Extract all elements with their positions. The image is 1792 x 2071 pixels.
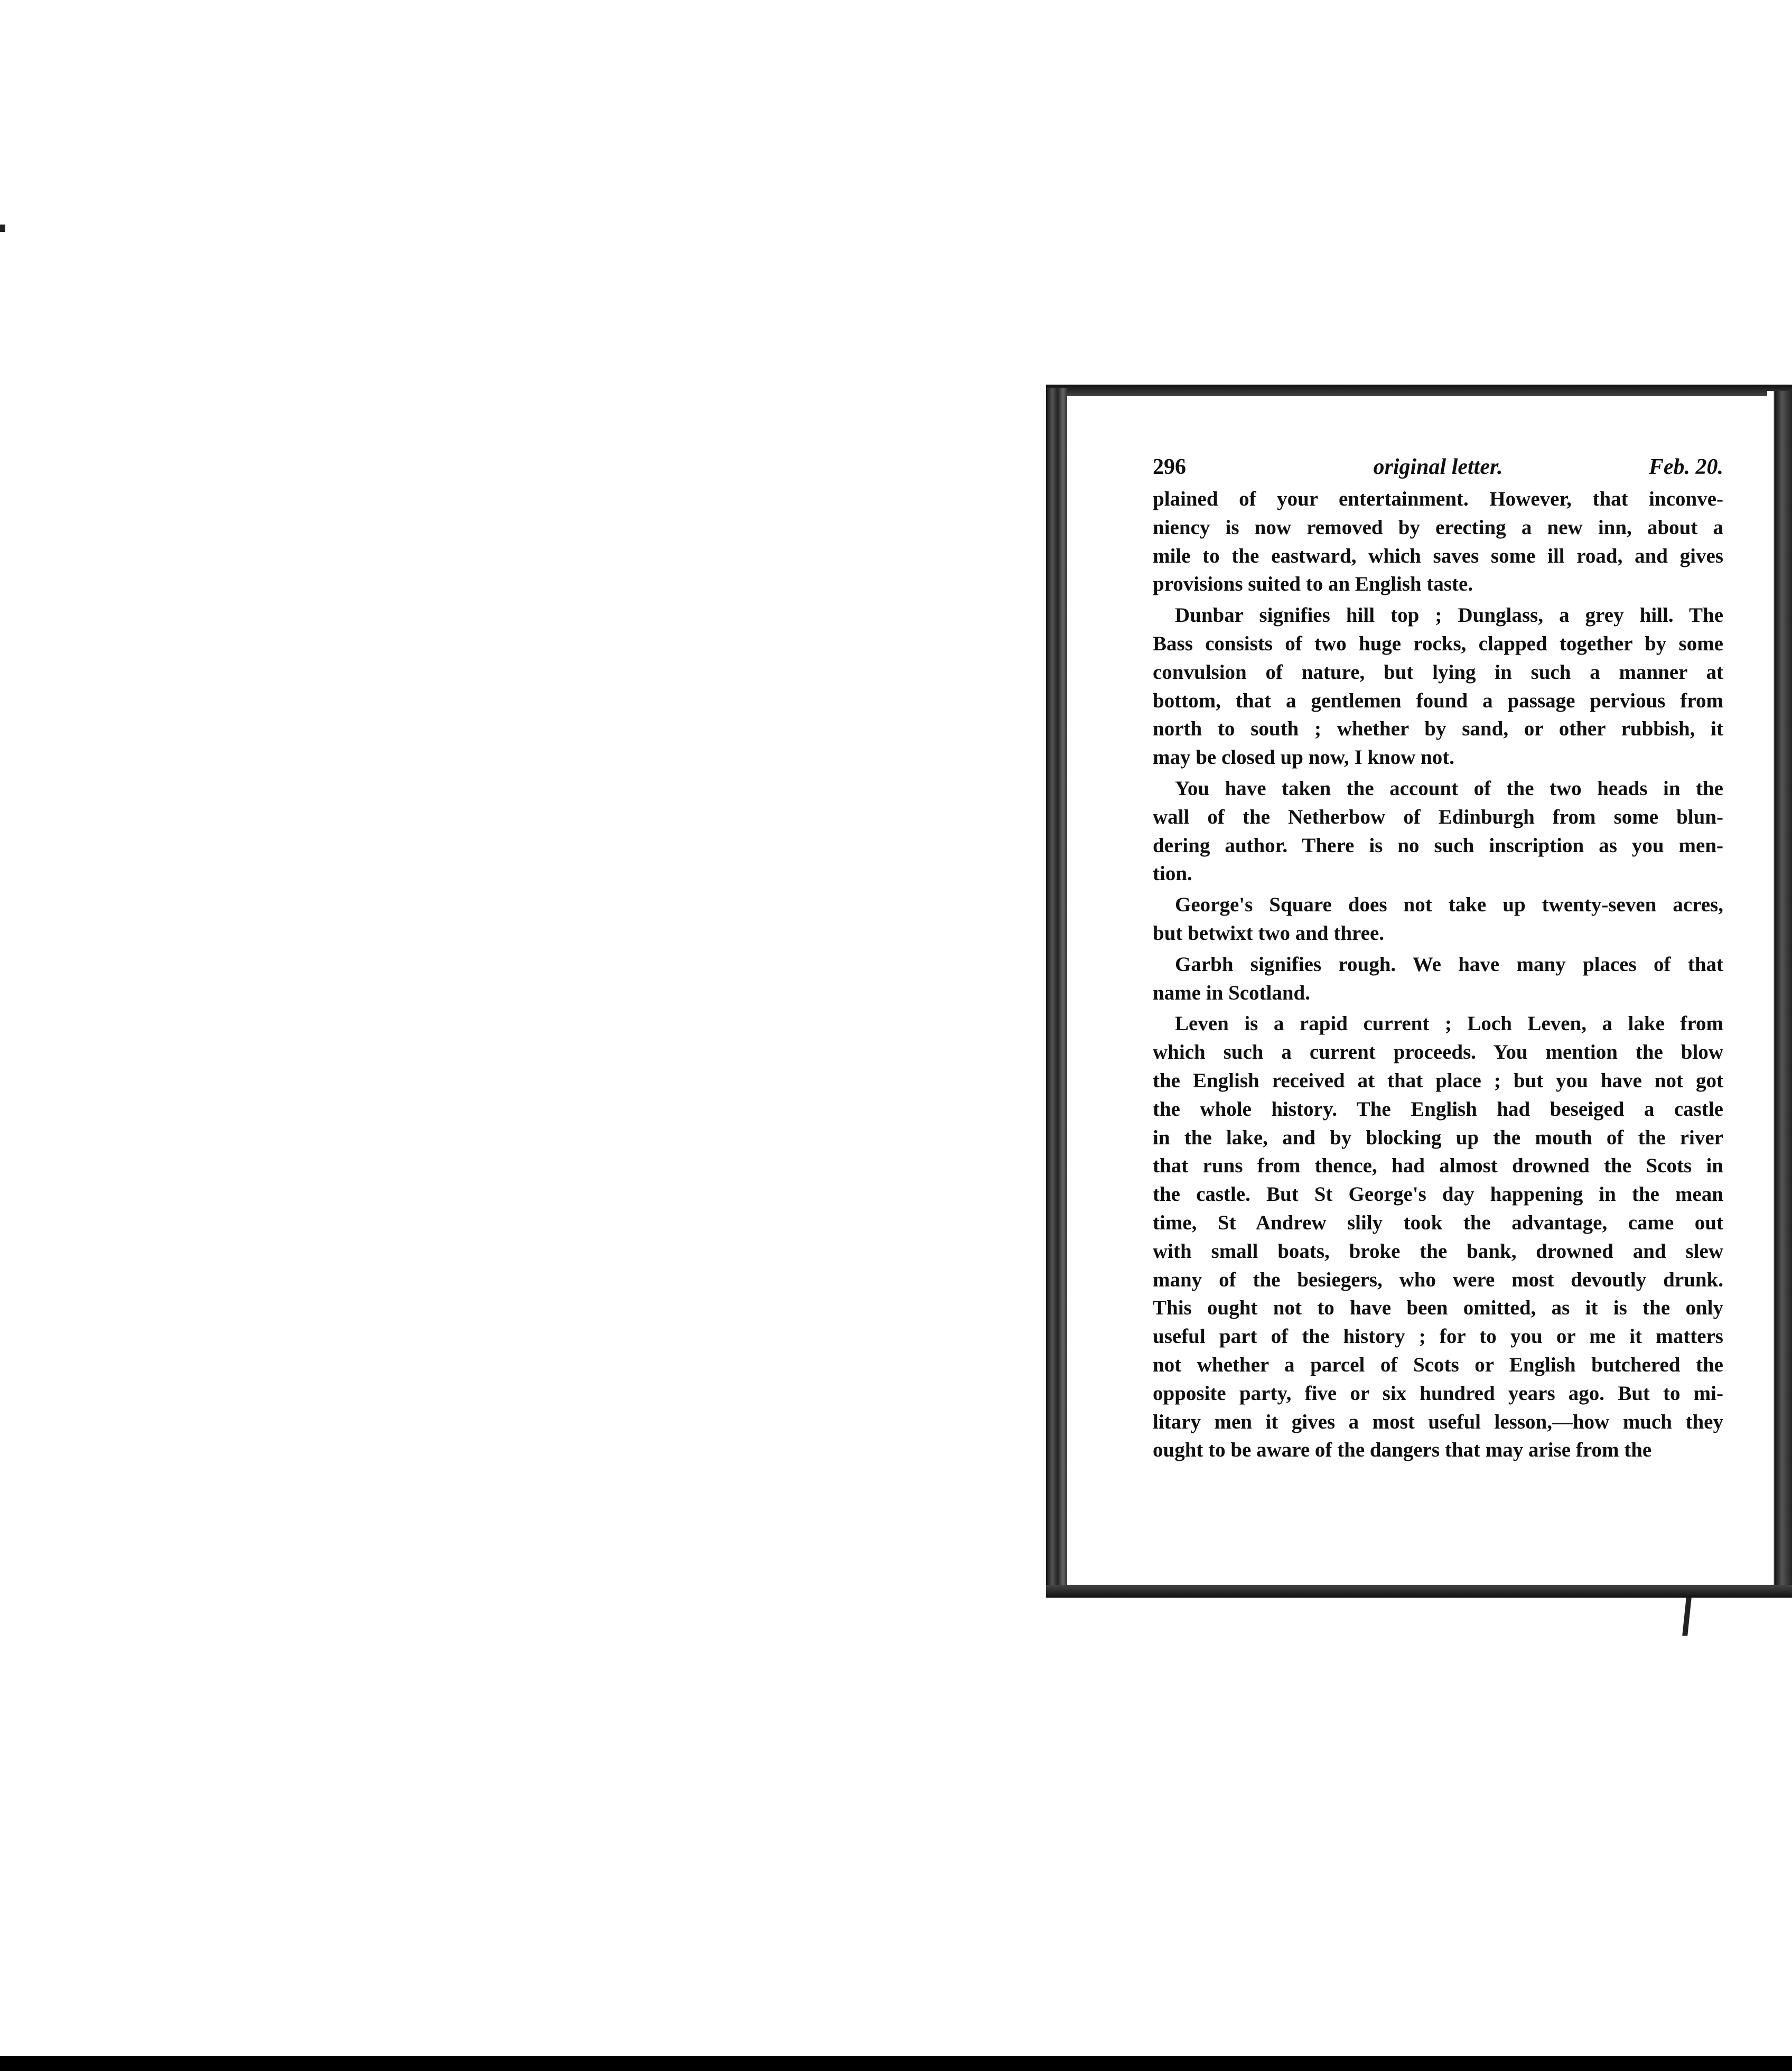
text-line: Dunbar signifies hill top ; Dunglass, a grey hill. The <box>1175 604 1723 627</box>
text-line: many of the besiegers, who were most devoutly drunk. <box>1153 1268 1723 1291</box>
text-line: bottom, that a gentlemen found a passage pervious from <box>1153 689 1723 712</box>
text-line: litary men it gives a most useful lesson,—how much they <box>1153 1410 1723 1433</box>
text-line: Leven is a rapid current ; Loch Leven, a lake from <box>1175 1012 1723 1036</box>
text-line: provisions suited to an English taste. <box>1153 573 1473 596</box>
text-line: with small boats, broke the bank, drowned and slew <box>1153 1239 1723 1263</box>
text-line: tion. <box>1153 862 1192 885</box>
text-line: but betwixt two and three. <box>1153 921 1385 945</box>
running-title: original letter. <box>1373 455 1503 479</box>
text-line: the castle. But St George's day happening in the mean <box>1153 1183 1723 1206</box>
text-line: time, St Andrew slily took the advantage, came out <box>1153 1211 1723 1234</box>
text-line: dering author. There is no such inscription as you men- <box>1153 834 1723 857</box>
text-line: You have taken the account of the two heads in the <box>1175 777 1723 800</box>
book-spine-edge <box>1046 388 1067 1593</box>
text-line: which such a current proceeds. You mention the blow <box>1153 1041 1723 1064</box>
paragraph <box>1153 1010 1723 1464</box>
paragraph <box>1153 775 1723 888</box>
scan-artifact <box>0 225 5 232</box>
text-line: ought to be aware of the dangers that may arise from the <box>1153 1439 1652 1462</box>
text-line: convulsion of nature, but lying in such a manner at <box>1153 660 1723 684</box>
text-line: Garbh signifies rough. We have many places of that <box>1175 953 1723 976</box>
book-fore-edge <box>1767 391 1792 1596</box>
text-line: the whole history. The English had beseiged a castle <box>1153 1097 1723 1121</box>
bookmark-ribbon <box>1682 1598 1692 1636</box>
text-line: useful part of the history ; for to you or me it matters <box>1153 1325 1723 1348</box>
book-top-edge <box>1046 385 1792 396</box>
text-line: wall of the Netherbow of Edinburgh from some blun- <box>1153 805 1723 828</box>
text-line: plained of your entertainment. However, that inconve- <box>1153 488 1723 510</box>
paragraph <box>1153 950 1723 1007</box>
text-line: opposite party, five or six hundred years ago. But to mi- <box>1153 1382 1723 1405</box>
paragraph <box>1153 601 1723 772</box>
text-line: This ought not to have been omitted, as it is the only <box>1153 1296 1723 1320</box>
book-bottom-edge <box>1046 1585 1792 1598</box>
text-line: Bass consists of two huge rocks, clapped together by some <box>1153 632 1723 655</box>
text-line: in the lake, and by blocking up the mouth of the river <box>1153 1126 1723 1149</box>
text-line: may be closed up now, I know not. <box>1153 746 1455 769</box>
running-date: Feb. 20. <box>1648 455 1723 479</box>
page-number: 296 <box>1153 455 1186 479</box>
text-line: niency is now removed by erecting a new inn, about a <box>1153 516 1723 539</box>
text-line: not whether a parcel of Scots or English butchered the <box>1153 1353 1723 1376</box>
book-page <box>1067 396 1767 1585</box>
text-line: George's Square does not take up twenty-seven acres, <box>1175 893 1723 917</box>
text-line: name in Scotland. <box>1153 981 1310 1004</box>
paragraph <box>1153 891 1723 948</box>
body-text <box>1153 485 1723 1467</box>
text-line: the English received at that place ; but you have not got <box>1153 1069 1723 1092</box>
text-line: mile to the eastward, which saves some ill road, and gives <box>1153 544 1723 567</box>
text-line: that runs from thence, had almost drowned the Scots in <box>1153 1154 1723 1178</box>
page-header <box>1153 454 1723 486</box>
paragraph <box>1153 485 1723 599</box>
text-line: north to south ; whether by sand, or other rubbish, it <box>1153 717 1723 741</box>
